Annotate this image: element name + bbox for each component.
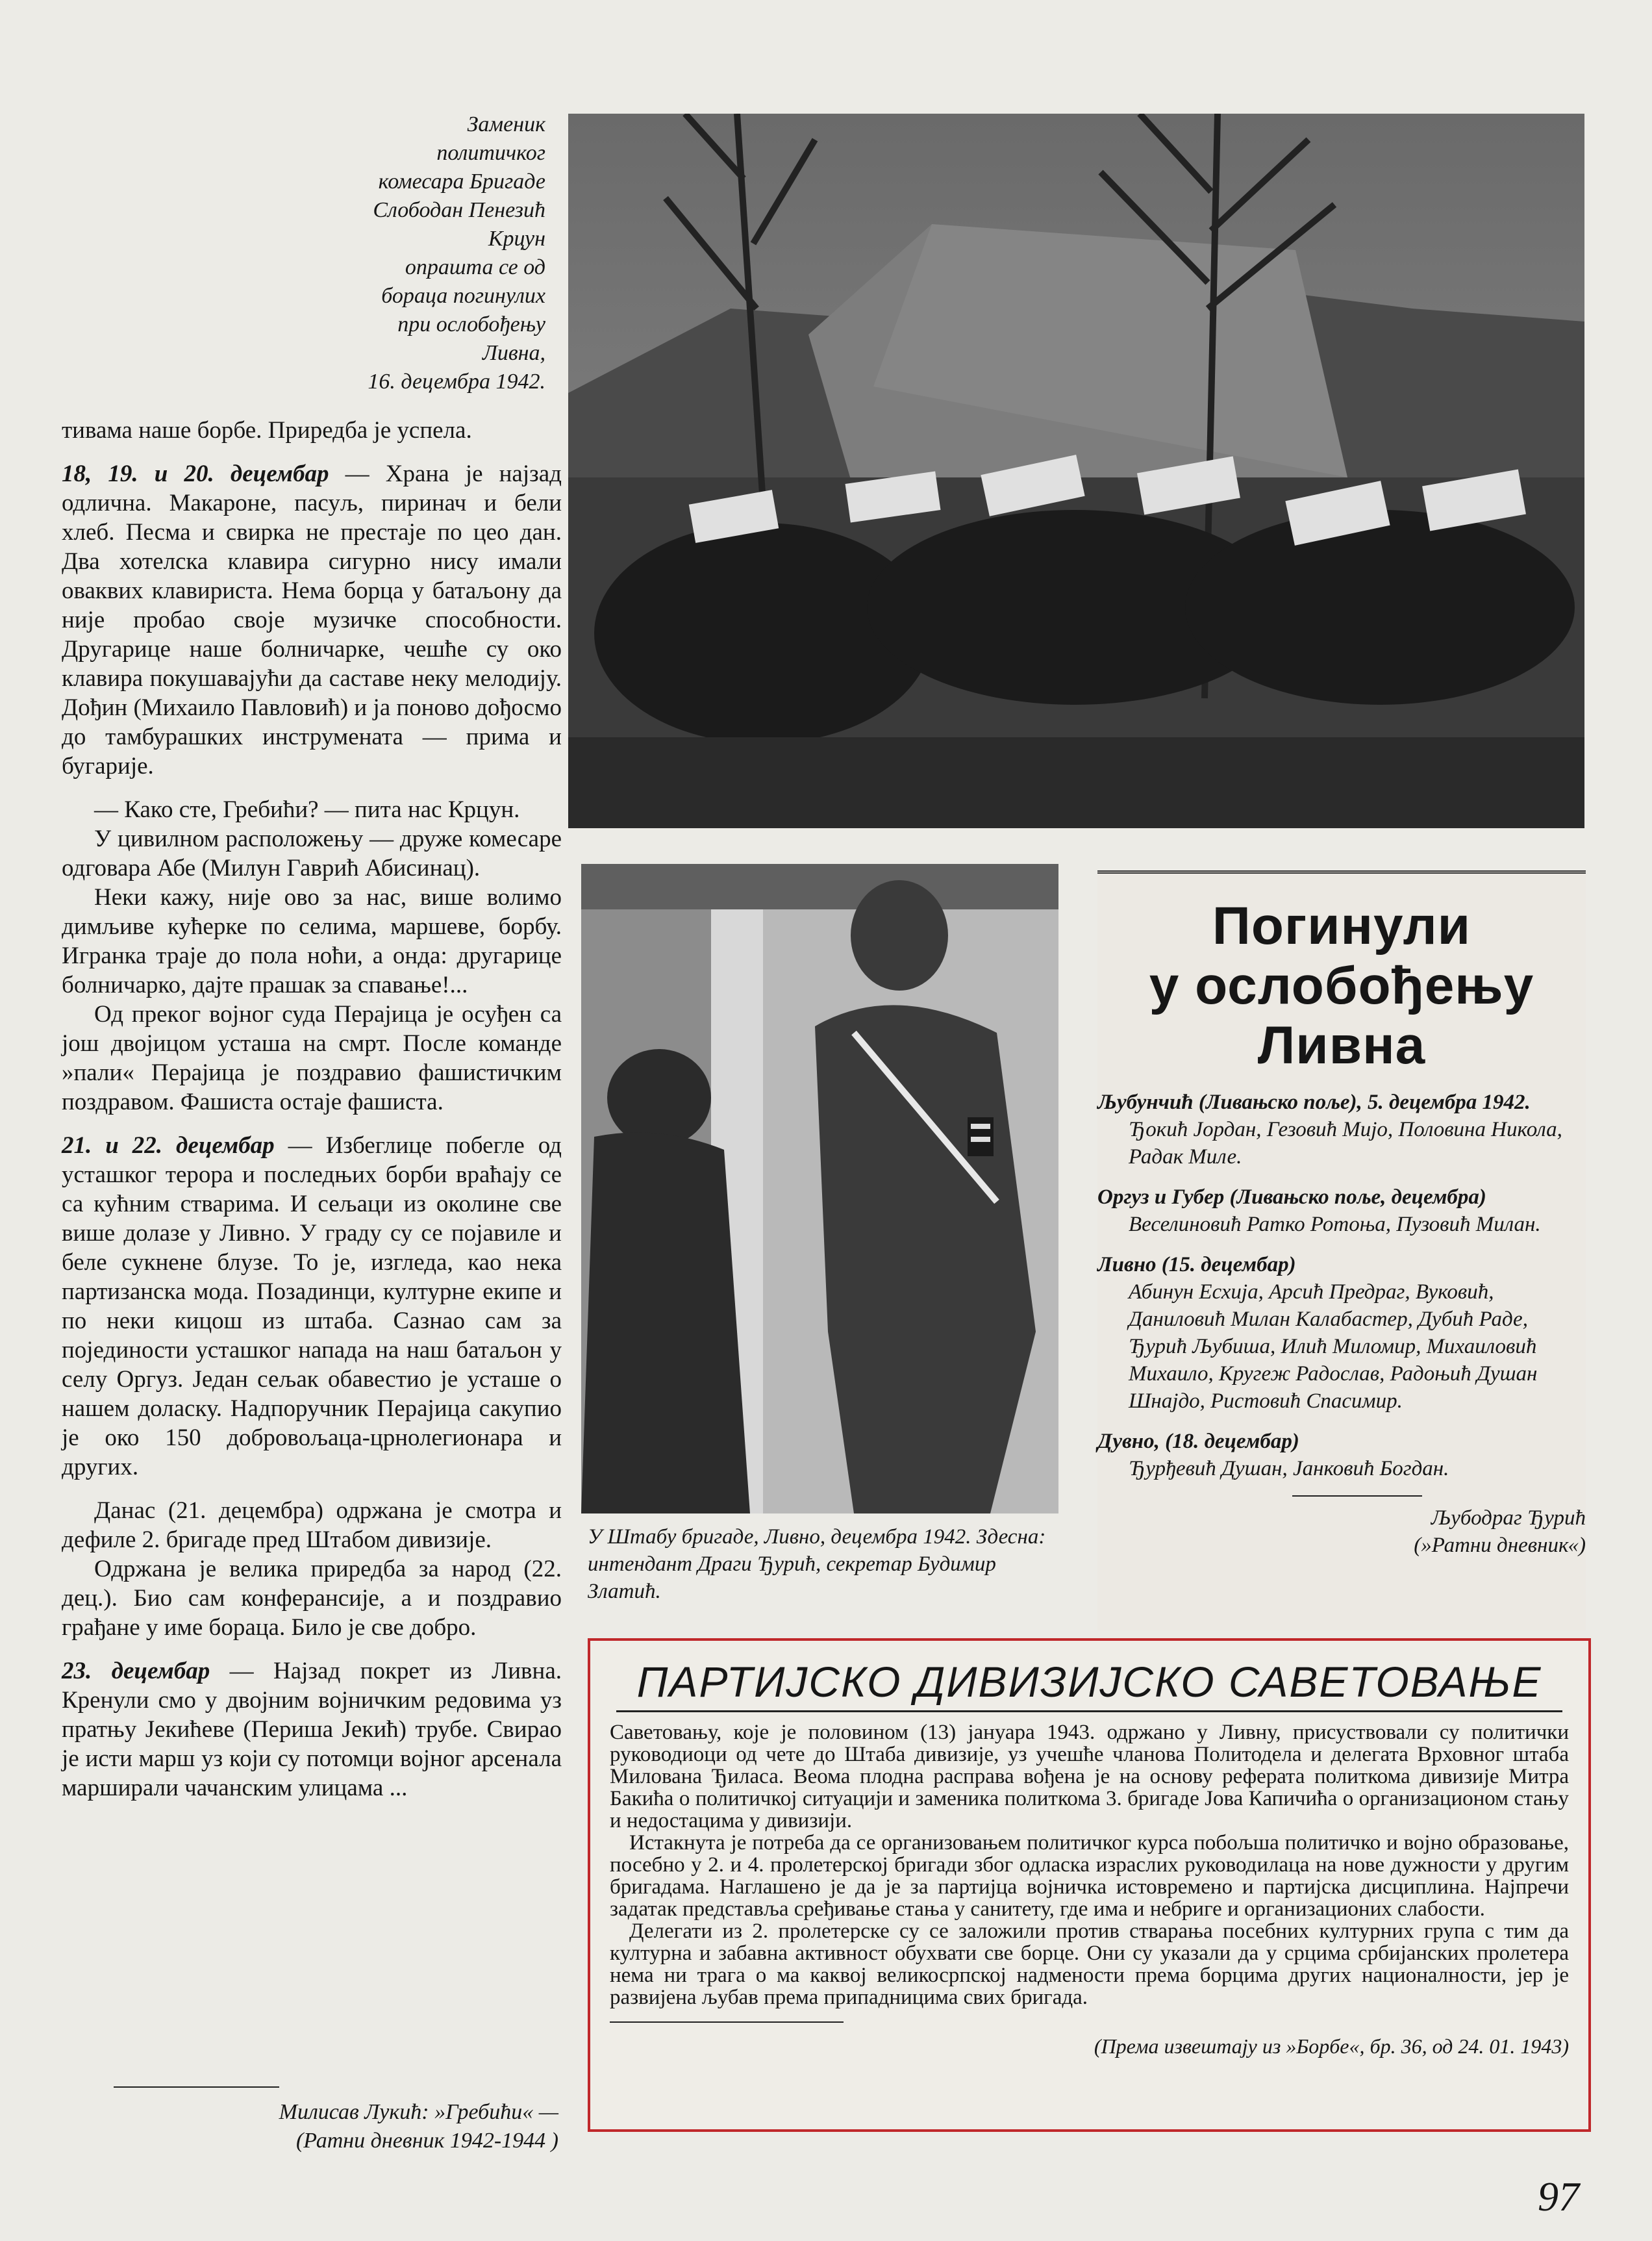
photo1-caption <box>364 110 545 396</box>
diary-text: — Избеглице побегле од усташког терора и последњих борби враћају се са кућним стварима. И сељаци из околине све више долазе у Ливно. У граду су се појавиле и беле сукнене блузе. То је, изгледа, као нека партизанска мода. Позадинци, културне екипе и по неки кицош из штаба. Сазнао сам за појединости усташког напада на наш батаљон у селу Оргуз. Један сељак обавестио је усташе о нашем доласку. Надпоручник Перајица сакупио је око 150 добровољаца-црнолегионара и других. <box>62 1132 562 1480</box>
photo2-caption: У Штабу бригаде, Ливно, децембра 1942. Здесна: интендант Драги Ђурић, секретар Будимир Златић. <box>588 1525 1046 1603</box>
diary-paragraph <box>62 1131 562 1482</box>
diary-paragraph: Одржана је велика приредба за народ (22. дец.). Био сам конферансије, а и поздравио грађане у име бораца. Било је све добро. <box>62 1556 562 1641</box>
signature-line: (»Ратни дневник«) <box>1414 1534 1586 1557</box>
signature-rule <box>114 2086 279 2088</box>
council-body <box>610 1721 1569 2008</box>
council-source: (Према извештају из »Борбе«, бр. 36, од 24. 01. 1943) <box>1094 2034 1569 2058</box>
signature-rule <box>1292 1495 1422 1497</box>
diary-date: 21. и 22. децембар <box>62 1132 275 1159</box>
title-line: Ливна <box>1257 1016 1426 1075</box>
council-paragraph: Истакнута је потреба да се организовањем политичког курса побољша политичко и војно образовање, посебно у 2. и 4. пролетерској бригади због одласка израслих руководилаца на нове дужности у другим бригадама. Наглашено је да је за партијца војничка истовремено и партијска дисциплина. Најпречи задатак представља сређивање стања у санитету, где има и небриге и организационих слабости. <box>610 1831 1569 1921</box>
title-underline <box>616 1710 1562 1712</box>
killed-place: Љубунчић (Ливањско поље), 5. децембра 1942. <box>1097 1091 1531 1114</box>
killed-list <box>1097 1089 1586 1482</box>
killed-names: Абинун Есхија, Арсић Предраг, Вуковић, Даниловић Милан Калабастер, Дубић Раде, Ђурић Љубиша, Илић Миломир, Михаиловић Михаило, Кругеж Радослав, Радоњић Душан Шнајдо, Ристовић Спасимир. <box>1129 1280 1538 1413</box>
diary-paragraph: тивама наше борбе. Приредба је успела. <box>62 417 472 444</box>
brigade-staff-photo <box>581 864 1058 1513</box>
diary-date: 23. децембар <box>62 1658 210 1684</box>
caption-line: при ослобођењу Ливна, <box>397 312 545 365</box>
council-paragraph: Делегати из 2. пролетерске су се заложили против стварања посебних културних група с тим да културна и забавна активност обухвати све борце. Они су указали да у срцима србијанских пролетера нема ни трага о ма каквој великосрпској надмености према борцима других националности, јер је развијена љубав према припадницима свих бригада. <box>610 1919 1569 2009</box>
caption-line: Слободан Пенезић Крцун <box>373 198 545 251</box>
diary-signature <box>143 2098 558 2155</box>
source-rule <box>610 2021 844 2023</box>
title-line: у ослобођењу <box>1149 956 1534 1015</box>
council-paragraph: Саветовању, које је половином (13) јануара 1943. одржано у Ливну, присуствовали су политички руководиоци од чете до Штаба дивизије, уз учешће чланова Политодела и делегата Врховног штаба Милована Ђиласа. Веома плодна расправа вођена је на основу реферата политкома дивизије Митра Бакића о политичкој ситуацији и заменика политкома 3. бригаде Јова Капичића о организационом стању и недостацима у дивизији. <box>610 1721 1569 1832</box>
killed-place: Дувно, (18. децембар) <box>1097 1430 1299 1453</box>
killed-names: Веселиновић Ратко Ротоња, Пузовић Милан. <box>1129 1213 1541 1236</box>
signature-line: Милисав Лукић: »Гребићи« — <box>279 2100 558 2124</box>
signature-line: (Ратни дневник 1942-1944 ) <box>295 2129 558 2153</box>
killed-place: Ливно (15. децембар) <box>1097 1253 1296 1276</box>
diary-text: — Најзад покрет из Ливна. Кренули смо у двојним војничким редовима уз пратњу Јекићеве (Периша Јекић) трубе. Свирао је исти марш уз који су потомци војног арсенала марширали чачанским улицама ... <box>62 1658 562 1801</box>
title-line: Погинули <box>1212 896 1471 956</box>
caption-line: Заменик <box>467 112 545 136</box>
killed-signature <box>1097 1504 1586 1559</box>
killed-box <box>1097 870 1586 1630</box>
diary-column <box>62 416 562 1817</box>
diary-paragraph: — Како сте, Гребићи? — пита нас Крцун. <box>94 796 520 823</box>
caption-line: политичког комесара Бригаде <box>378 141 545 194</box>
killed-title <box>1097 896 1586 1076</box>
party-council-box <box>588 1638 1591 2132</box>
killed-names: Ђокић Јордан, Гезовић Мијо, Половина Никола, Радак Миле. <box>1129 1118 1562 1169</box>
diary-paragraph <box>62 459 562 781</box>
diary-paragraph: Од пpекoг војног суда Перајица је осуђен са још двојицом усташа на смрт. После команде »пали« Перајица је поздравио фашистичким поздравом. Фашиста остаје фашиста. <box>62 1001 562 1115</box>
diary-paragraph: Данас (21. децембра) одржана је смотра и дефиле 2. бригаде пред Штабом дивизије. <box>62 1497 562 1553</box>
diary-paragraph: Неки кажу, није ово за нас, више волимо димљиве кућерке по селима, маршеве, борбу. Игранка траје до пола ноћи, а онда: другарице болничарко, дајте прашак за спавање!... <box>62 884 562 998</box>
diary-text: — Храна је најзад одлична. Макароне, пасуљ, пиринач и бели хлеб. Песма и свирка не престаје по цео дан. Два хотелска клавира сигурно нису имали оваквих клавириста. Нема борца у батаљону да није пробао своје музичке способности. Другарице наше болничарке, чешће су око клавира покушавајући да саставе неку мелодију. Дођин (Михаило Павловић) и ја поново дођосмо до тамбурашких инструмената — прима и бугарије. <box>62 461 562 779</box>
diary-paragraph: У цивилном расположењу — друже комесаре одговара Абе (Милун Гаврић Абисинац). <box>62 826 562 881</box>
killed-place: Оргуз и Губер (Ливањско поље, децембра) <box>1097 1185 1486 1209</box>
funeral-photo <box>568 114 1584 828</box>
council-title: ПАРТИЈСКО ДИВИЗИЈСКО САВЕТОВАЊЕ <box>636 1658 1542 1706</box>
caption-line: опрашта се од бораца погинулих <box>381 255 545 308</box>
killed-names: Ђурђевић Душан, Јанковић Богдан. <box>1129 1457 1449 1480</box>
signature-line: Љубодраг Ђурић <box>1431 1506 1586 1530</box>
diary-paragraph <box>62 1656 562 1803</box>
diary-date: 18, 19. и 20. децембар <box>62 461 329 487</box>
caption-line: 16. децембра 1942. <box>368 370 545 394</box>
page-number: 97 <box>1538 2173 1579 2220</box>
